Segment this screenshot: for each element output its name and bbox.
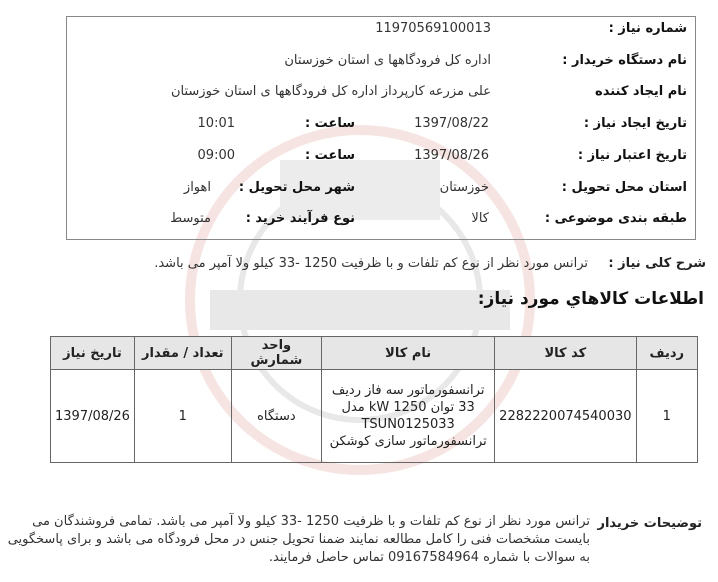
category-label: طبقه بندی موضوعی :	[544, 211, 687, 226]
buyer-org-label: نام دستگاه خریدار :	[562, 53, 687, 68]
need-number-value: 11970569100013	[375, 21, 491, 36]
row-name: ترانسفورماتور سه فاز ردیف 33 توان 1250 kW مدل TSUN0125033 ترانسفورماتور سازی کوشکن	[322, 370, 495, 463]
valid-date-value: 1397/08/26	[414, 148, 489, 163]
row-code: 2282220074540030	[495, 370, 636, 463]
buyer-notes-label: توضیحات خریدار	[597, 516, 702, 531]
created-time-label: ساعت :	[304, 116, 355, 131]
row-date: 1397/08/26	[51, 370, 135, 463]
created-date-row	[67, 116, 695, 146]
category-value: کالا	[471, 211, 489, 226]
creator-row	[67, 84, 695, 114]
valid-date-label: تاریخ اعتبار نیاز :	[577, 148, 687, 163]
delivery-city-value: اهواز	[183, 180, 211, 195]
valid-time-value: 09:00	[197, 148, 235, 163]
created-time-value: 10:01	[197, 116, 235, 131]
delivery-row	[67, 180, 695, 210]
header-code: کد کالا	[495, 337, 636, 370]
header-index: ردیف	[636, 337, 697, 370]
header-name: نام کالا	[322, 337, 495, 370]
buyer-org-value: اداره کل فرودگاهها ی استان خوزستان	[284, 53, 491, 68]
creator-value: علی مزرعه کارپرداز اداره کل فرودگاهها ی استان خوزستان	[170, 84, 491, 99]
table-row	[51, 370, 698, 463]
buyer-notes-text: ترانس مورد نظر از نوع کم تلفات و با ظرفیت 1250 -33 کیلو ولا آمپر می باشد. تمامی فروشندگان می بایست مشخصات فنی را کامل مطالعه نمایند ضمنا تحویل جنس در محل فرودگاه می باشد و برای پاسخگویی به سوالات با شماره 09167584964 تماس حاصل فرمایند.	[7, 514, 590, 565]
process-label: نوع فرآیند خرید :	[245, 211, 355, 226]
row-unit: دستگاه	[231, 370, 321, 463]
header-date: تاریخ نیاز	[51, 337, 135, 370]
row-index: 1	[636, 370, 697, 463]
category-row	[67, 211, 695, 241]
delivery-province-value: خوزستان	[439, 180, 489, 195]
header-qty: تعداد / مقدار	[134, 337, 231, 370]
summary-label: شرح کلی نیاز :	[608, 256, 706, 271]
summary-text: ترانس مورد نظر از نوع کم تلفات و با ظرفیت 1250 -33 کیلو ولا آمپر می باشد.	[154, 256, 588, 271]
need-number-row	[67, 21, 695, 51]
creator-label: نام ایجاد کننده	[595, 84, 687, 99]
created-date-value: 1397/08/22	[414, 116, 489, 131]
goods-table	[50, 336, 698, 463]
header-unit: واحد شمارش	[231, 337, 321, 370]
valid-time-label: ساعت :	[304, 148, 355, 163]
need-info-box	[66, 16, 696, 240]
delivery-province-label: استان محل تحویل :	[561, 180, 687, 195]
goods-section-title: اطلاعات کالاهاي مورد نياز:	[477, 289, 704, 309]
goods-table-header-row	[51, 337, 698, 370]
row-qty: 1	[134, 370, 231, 463]
valid-date-row	[67, 148, 695, 178]
delivery-city-label: شهر محل تحویل :	[238, 180, 355, 195]
need-number-label: شماره نیاز :	[608, 21, 687, 36]
process-value: متوسط	[170, 211, 211, 226]
created-date-label: تاریخ ایجاد نیاز :	[583, 116, 687, 131]
buyer-org-row	[67, 53, 695, 83]
